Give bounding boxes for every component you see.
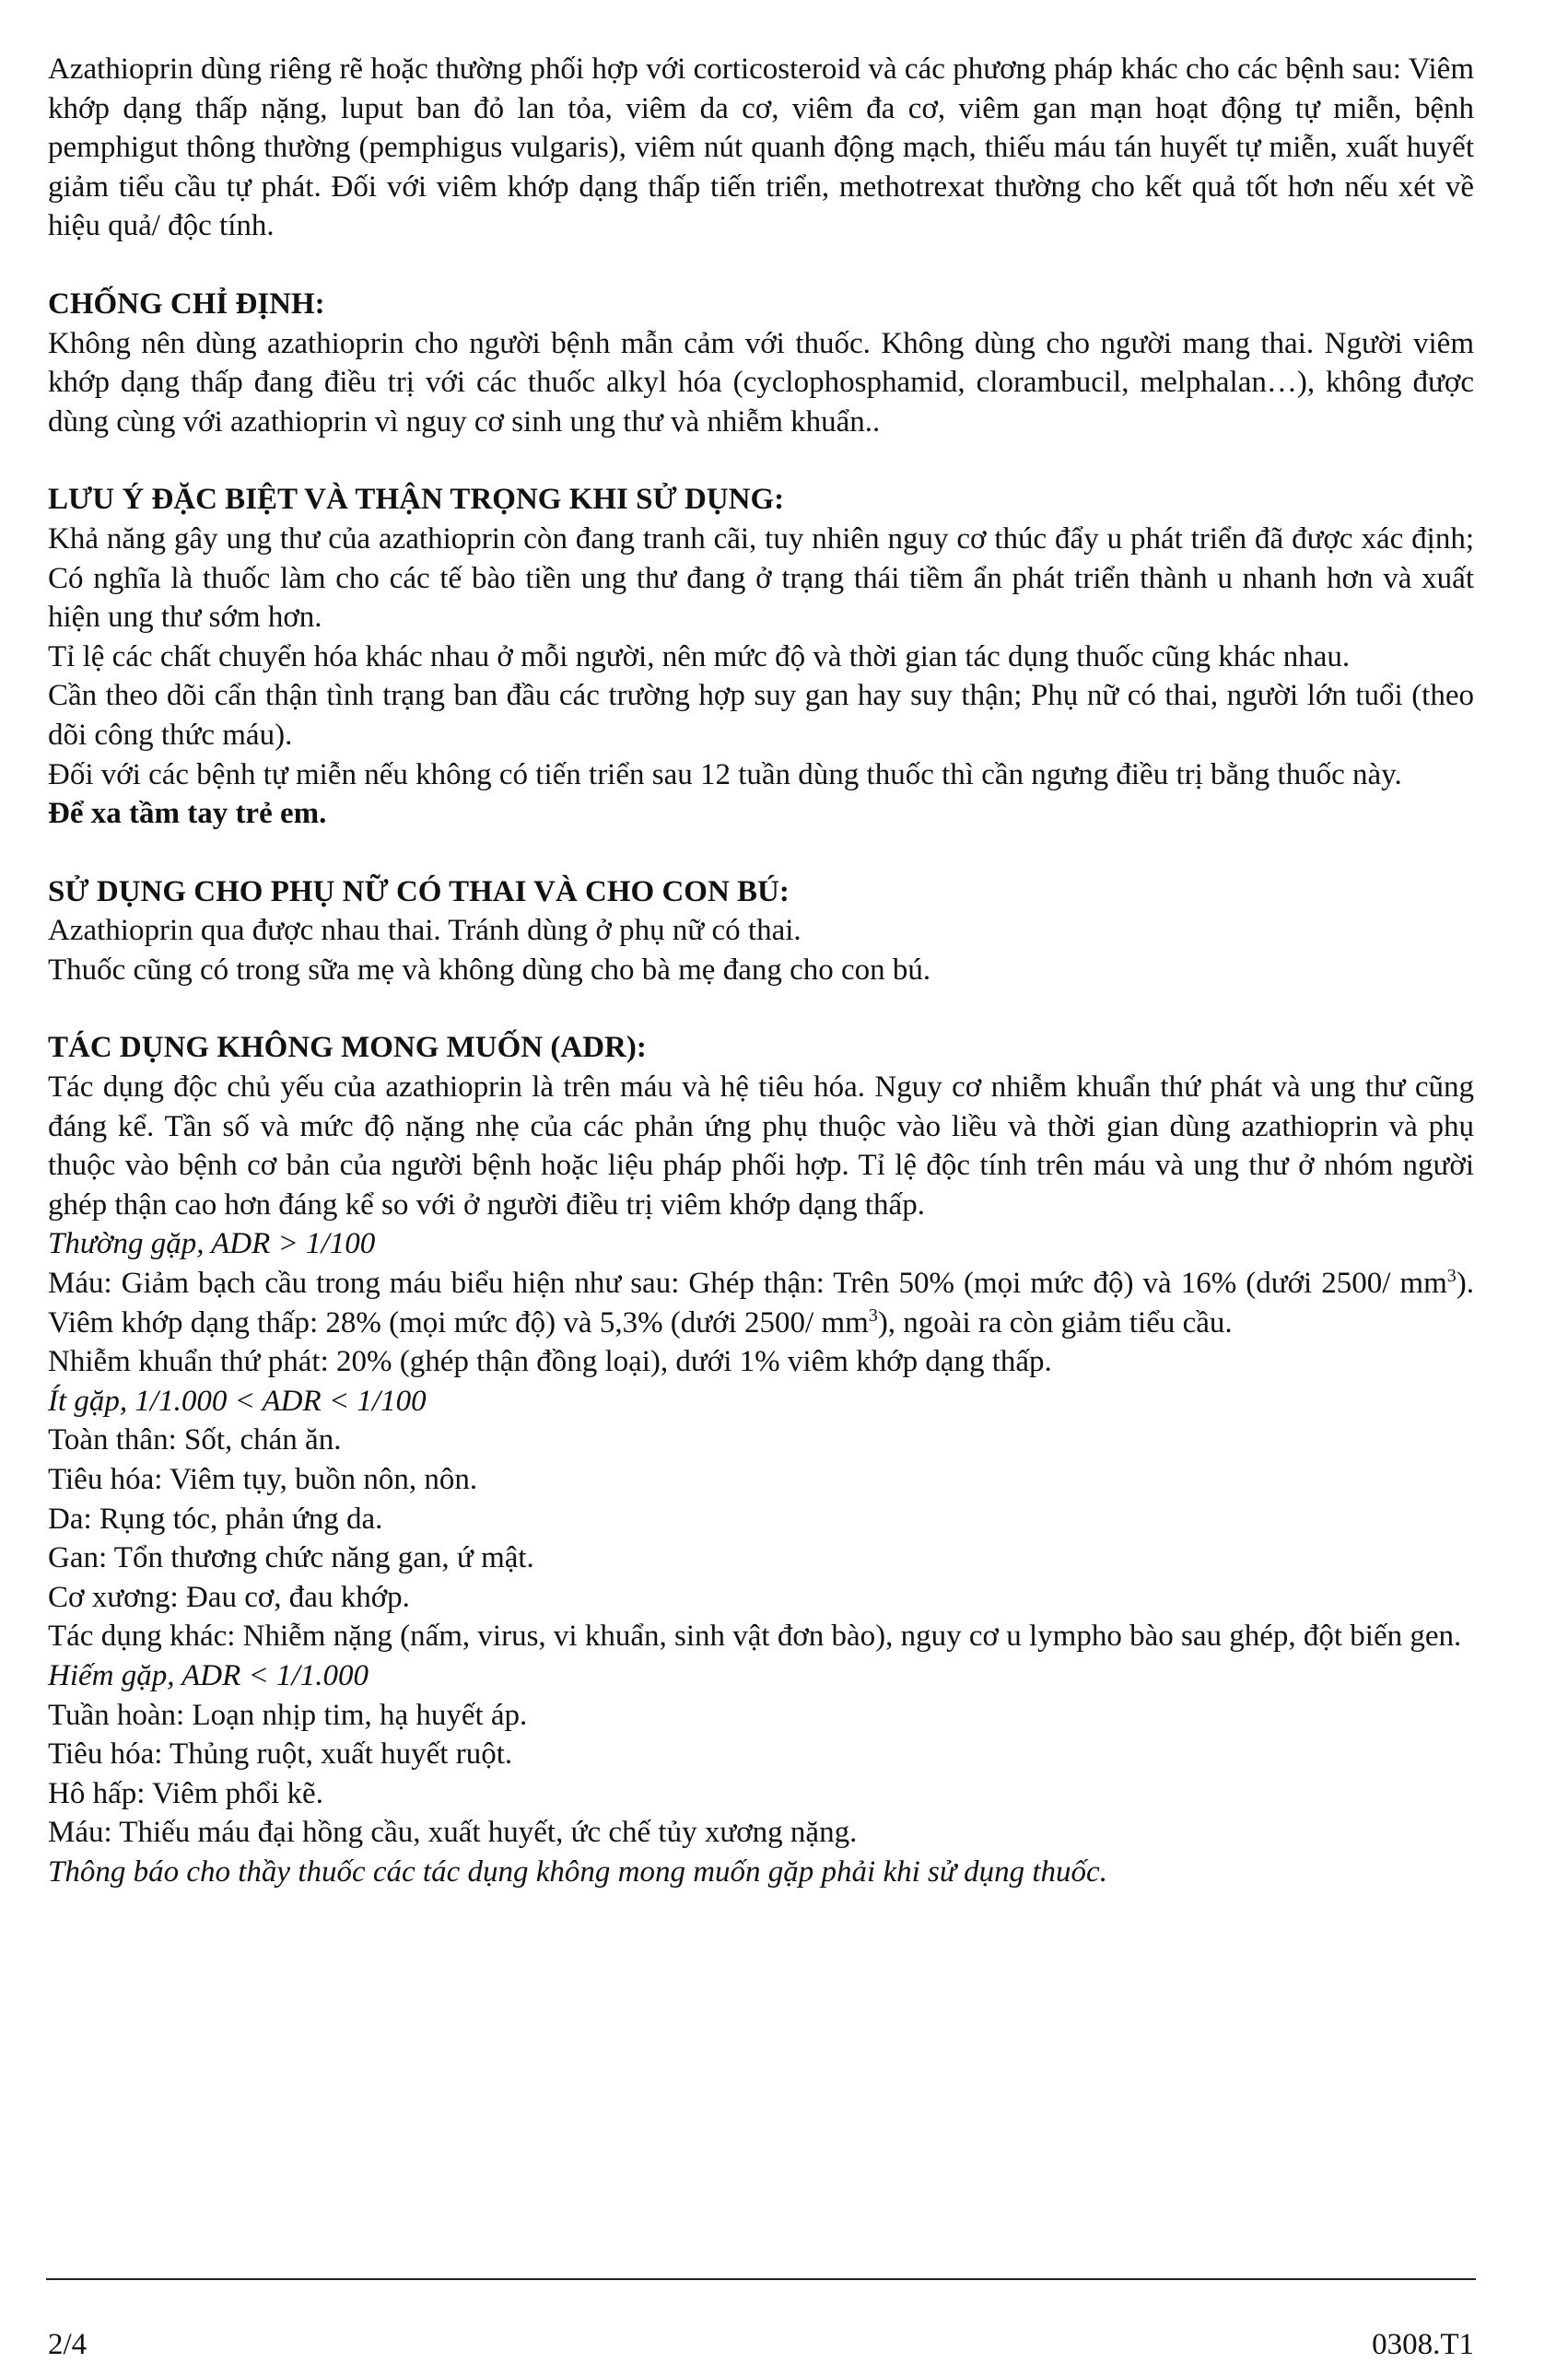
precautions-paragraph-2: Tỉ lệ các chất chuyển hóa khác nhau ở mỗi người, nên mức độ và thời gian tác dụng thuốc cũng khác nhau. (48, 639, 1351, 673)
adr-uncommon-heading: Ít gặp, 1/1.000 < ADR < 1/100 (48, 1384, 427, 1418)
keep-away-warning: Để xa tầm tay trẻ em. (48, 797, 327, 831)
adr-rare-item: Tuần hoàn: Loạn nhịp tim, hạ huyết áp. (48, 1698, 528, 1732)
adr-infection: Nhiễm khuẩn thứ phát: 20% (ghép thận đồng loại), dưới 1% viêm khớp dạng thấp. (48, 1345, 1052, 1379)
page-number: 2/4 (48, 2328, 88, 2361)
adr-uncommon-item: Tiêu hóa: Viêm tụy, buồn nôn, nôn. (48, 1463, 478, 1496)
blood-common-part-1: Máu: Giảm bạch cầu trong máu biểu hiện như sau: Ghép thận: Trên 50% (mọi mức độ) và 16% (dưới 2500/ mm (48, 1267, 1447, 1301)
adr-paragraph: Tác dụng độc chủ yếu của azathioprin là trên máu và hệ tiêu hóa. Nguy cơ nhiễm khuẩn thứ phát và ung thư cũng đáng kể. Tần số và mức độ nặng nhẹ của các phản ứng phụ thuộc vào liều và thời gian dùng azathioprin và phụ thuộc vào bệnh cơ bản của người bệnh hoặc liệu pháp phối hợp. Tỉ lệ độc tính trên máu và ung thư ở nhóm người ghép thận cao hơn đáng kể so với ở người điều trị viêm khớp dạng thấp. (48, 1070, 1474, 1222)
adr-rare-heading: Hiếm gặp, ADR < 1/1.000 (48, 1658, 369, 1692)
adr-uncommon-item: Toàn thân: Sốt, chán ăn. (48, 1423, 342, 1457)
superscript-3: 3 (1446, 1266, 1457, 1287)
adr-rare-item: Hô hấp: Viêm phổi kẽ. (48, 1776, 323, 1810)
document-code: 0308.T1 (1372, 2328, 1474, 2361)
adr-common-heading: Thường gặp, ADR > 1/100 (48, 1227, 376, 1261)
adr-uncommon-item: Da: Rụng tóc, phản ứng da. (48, 1502, 383, 1536)
adr-uncommon-item: Gan: Tổn thương chức năng gan, ứ mật. (48, 1541, 534, 1575)
contraindications-heading: CHỐNG CHỈ ĐỊNH: (48, 287, 325, 321)
document-body (48, 50, 1474, 1892)
adr-blood-common (48, 1264, 1474, 1342)
adr-heading: TÁC DỤNG KHÔNG MONG MUỐN (ADR): (48, 1031, 647, 1065)
superscript-3: 3 (868, 1304, 878, 1326)
adr-rare-item: Tiêu hóa: Thủng ruột, xuất huyết ruột. (48, 1737, 513, 1772)
adr-uncommon-item: Cơ xương: Đau cơ, đau khớp. (48, 1580, 410, 1614)
pregnancy-paragraph-1: Azathioprin qua được nhau thai. Tránh dùng ở phụ nữ có thai. (48, 914, 802, 948)
footer-divider (46, 2278, 1476, 2280)
indications-paragraph: Azathioprin dùng riêng rẽ hoặc thường phối hợp với corticosteroid và các phương pháp khác cho các bệnh sau: Viêm khớp dạng thấp nặng, luput ban đỏ lan tỏa, viêm da cơ, viêm đa cơ, viêm gan mạn hoạt động tự miễn, bệnh pemphigut thông thường (pemphigus vulgaris), viêm nút quanh động mạch, thiếu máu tán huyết tự miễn, xuất huyết giảm tiểu cầu tự phát. Đối với viêm khớp dạng thấp tiến triển, methotrexat thường cho kết quả tốt hơn nếu xét về hiệu quả/ độc tính. (48, 53, 1474, 243)
pregnancy-heading: SỬ DỤNG CHO PHỤ NỮ CÓ THAI VÀ CHO CON BÚ: (48, 874, 790, 908)
adr-notice: Thông báo cho thầy thuốc các tác dụng không mong muốn gặp phải khi sử dụng thuốc. (48, 1854, 1107, 1889)
precautions-paragraph-3: Cần theo dõi cẩn thận tình trạng ban đầu các trường hợp suy gan hay suy thận; Phụ nữ có thai, người lớn tuổi (theo dõi công thức máu). (48, 679, 1474, 752)
adr-rare-item: Máu: Thiếu máu đại hồng cầu, xuất huyết, ức chế tủy xương nặng. (48, 1816, 858, 1850)
precautions-heading: LƯU Ý ĐẶC BIỆT VÀ THẬN TRỌNG KHI SỬ DỤNG: (48, 483, 785, 517)
precautions-paragraph-1: Khả năng gây ung thư của azathioprin còn đang tranh cãi, tuy nhiên nguy cơ thúc đẩy u phát triển đã được xác định; Có nghĩa là thuốc làm cho các tế bào tiền ung thư đang ở trạng thái tiềm ẩn phát triển thành u nhanh hơn và xuất hiện ung thư sớm hơn. (48, 521, 1474, 635)
contraindications-paragraph: Không nên dùng azathioprin cho người bệnh mẫn cảm với thuốc. Không dùng cho người mang thai. Người viêm khớp dạng thấp đang điều trị với các thuốc alkyl hóa (cyclophosphamid, clorambucil, melphalan…), không được dùng cùng với azathioprin vì nguy cơ sinh ung thư và nhiễm khuẩn.. (48, 326, 1474, 439)
adr-uncommon-item: Tác dụng khác: Nhiễm nặng (nấm, virus, vi khuẩn, sinh vật đơn bào), nguy cơ u lympho bào sau ghép, đột biến gen. (48, 1620, 1462, 1654)
blood-common-part-3: ), ngoài ra còn giảm tiểu cầu. (877, 1305, 1233, 1339)
blood-common-part-2: ). Viêm khớp dạng thấp: 28% (mọi mức độ) và 5,3% (dưới 2500/ mm (48, 1267, 1474, 1339)
pregnancy-paragraph-2: Thuốc cũng có trong sữa mẹ và không dùng cho bà mẹ đang cho con bú. (48, 953, 931, 987)
precautions-paragraph-4: Đối với các bệnh tự miễn nếu không có tiến triển sau 12 tuần dùng thuốc thì cần ngưng điều trị bằng thuốc này. (48, 757, 1402, 791)
